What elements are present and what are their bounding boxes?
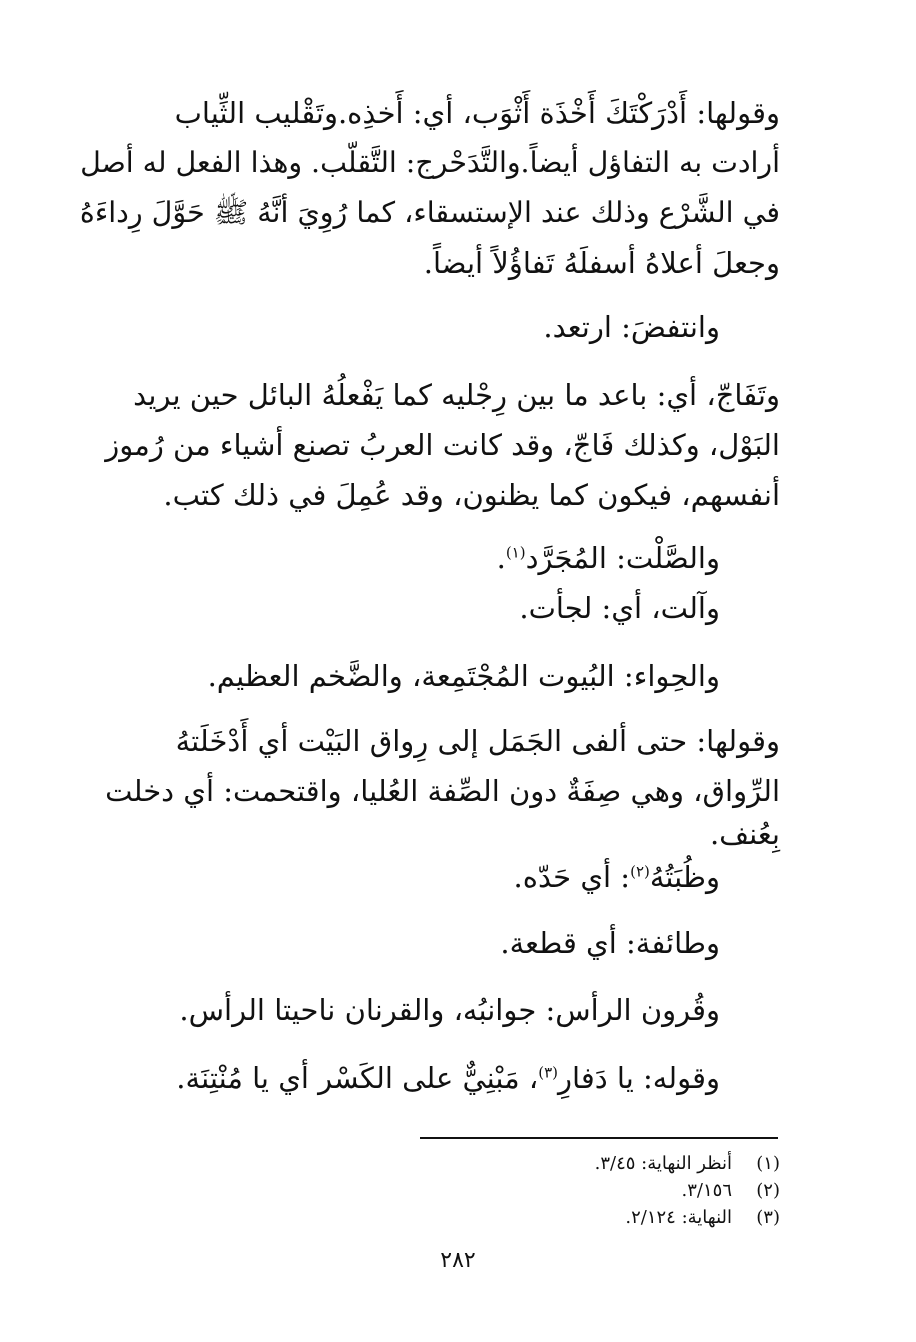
entry-text: ، مَبْنِيٌّ على الكَسْر أي يا مُنْتِنَة. bbox=[176, 1061, 539, 1095]
footnote-number: (١) bbox=[756, 1153, 780, 1174]
paragraph-7 bbox=[80, 716, 780, 852]
text-line: وجعلَ أعلاهُ أسفلَهُ تَفاؤُلاً أيضاً. bbox=[423, 246, 780, 280]
text-line: وانتفضَ: ارتعد. bbox=[543, 310, 720, 344]
paragraph-1 bbox=[80, 88, 780, 288]
text-line: أرادت به التفاؤل أيضاً.والتَّدَحْرج: التَّقلّب. وهذا الفعل له أصل bbox=[80, 146, 780, 179]
paragraph-6 bbox=[80, 651, 720, 701]
paragraph-10 bbox=[80, 985, 720, 1035]
footnote-text: ٣/١٥٦. bbox=[681, 1180, 732, 1201]
footnote-3 bbox=[140, 1204, 780, 1231]
text-line: الرِّواق، وهي صِفَةٌ دون الصِّفة العُليا، واقتحمت: أي دخلت bbox=[105, 774, 780, 808]
entry-text: : أي حَدّه. bbox=[513, 860, 631, 894]
entry-text: وظُبَتُهُ bbox=[649, 860, 720, 894]
paragraph-3 bbox=[80, 370, 780, 520]
footnote-number: (٢) bbox=[756, 1180, 780, 1201]
footnote-divider bbox=[420, 1137, 778, 1139]
paragraph-11 bbox=[80, 1053, 720, 1103]
footnote-1 bbox=[140, 1150, 780, 1177]
text-line bbox=[80, 533, 720, 583]
paragraph-8 bbox=[80, 852, 720, 902]
entry-text: والصَّلْت: المُجَرَّد bbox=[525, 541, 720, 575]
paragraph-9 bbox=[80, 918, 720, 968]
footnote-marker: (٢) bbox=[630, 862, 650, 881]
paragraph-2 bbox=[80, 302, 720, 352]
footnote-text: النهاية: ٢/١٢٤. bbox=[625, 1207, 732, 1228]
text-line: وقولها: حتى ألفى الجَمَل إلى رِواق البَيْت أي أَدْخَلَتهُ bbox=[175, 724, 780, 758]
footnote-marker: (١) bbox=[505, 543, 526, 562]
text-line: بِعُنف. bbox=[709, 817, 780, 851]
text-line: وتَفَاجّ، أي: باعد ما بين رِجْليه كما يَفْعلُهُ البائل حين يريد bbox=[133, 378, 780, 412]
text-line: وقولها: أَدْرَكْتَكَ أَخْذَة أَثْوَب، أي: أَخذِه.وتَقْليب الثِّياب bbox=[174, 96, 780, 130]
footnotes bbox=[140, 1150, 780, 1231]
entry-text: وقوله: يا دَفارِ bbox=[558, 1061, 720, 1095]
text-line: في الشَّرْع وذلك عند الإستسقاء، كما رُوِيَ أنَّهُ ﷺ حَوَّلَ رِداءَهُ bbox=[79, 196, 780, 229]
text-line: البَوْل، وكذلك فَاجّ، وقد كانت العربُ تصنع أشياء من رُموز bbox=[105, 428, 780, 462]
text-line: وقُرون الرأس: جوانبُه، والقرنان ناحيتا الرأس. bbox=[179, 993, 720, 1027]
paragraph-5 bbox=[80, 583, 720, 633]
footnote-number: (٣) bbox=[756, 1207, 780, 1228]
text-line: وآلت، أي: لجأت. bbox=[519, 591, 720, 625]
text-line: والحِواء: البُيوت المُجْتَمِعة، والضَّخم العظيم. bbox=[207, 659, 720, 693]
footnote-2 bbox=[140, 1177, 780, 1204]
paragraph-4 bbox=[80, 533, 720, 583]
text-line bbox=[80, 1053, 720, 1103]
page-number: ٢٨٢ bbox=[440, 1248, 476, 1273]
entry-text: . bbox=[496, 541, 506, 575]
text-line: وطائفة: أي قطعة. bbox=[500, 926, 720, 960]
text-line: أنفسهم، فيكون كما يظنون، وقد عُمِلَ في ذلك كتب. bbox=[163, 478, 780, 512]
footnote-text: أنظر النهاية: ٣/٤٥. bbox=[594, 1153, 732, 1174]
text-line bbox=[80, 852, 720, 902]
footnote-marker: (٣) bbox=[538, 1063, 559, 1082]
